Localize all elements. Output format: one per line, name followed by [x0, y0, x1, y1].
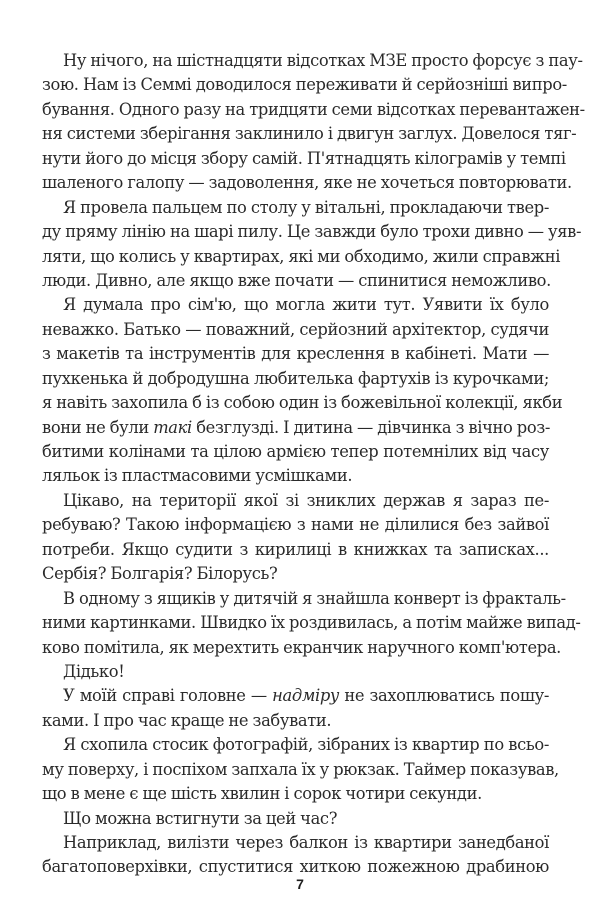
- text-line: Наприклад, вилізти через балкон із квартири занедбаної: [63, 833, 549, 852]
- text-line: Сербія? Болгарія? Білорусь?: [42, 564, 278, 584]
- text-line: Я думала про сім'ю, що могла жити тут. Уявити їх було: [63, 295, 549, 315]
- text-line-with-italic: [42, 416, 549, 440]
- text-line: бування. Одного разу на тридцяти семи відсотках перевантажен-: [42, 99, 585, 119]
- text-line: люди. Дивно, але якщо вже почати — спинитися неможливо.: [42, 270, 551, 290]
- text-line: му поверху, і поспіхом запхала їх у рюкзак. Таймер показував,: [42, 759, 559, 779]
- text-run: безглузді. І дитина — дівчинка з вічно роз-: [191, 417, 550, 437]
- text-line: пухкенька й добродушна любителька фартухів із курочками;: [42, 368, 549, 388]
- text-line: битими колінами та цілою армією тепер потемнілих від часу: [42, 442, 549, 461]
- text-line: шаленого галопу — задоволення, яке не хочеться повторювати.: [42, 173, 572, 193]
- text-line: зою. Нам із Семмі доводилося переживати й серйозніші випро-: [42, 75, 567, 95]
- text-line: Що можна встигнути за цей час?: [63, 808, 338, 828]
- text-line: ляти, що колись у квартирах, які ми обходимо, жили справжні: [42, 246, 561, 266]
- text-line: Ну нічого, на шістнадцяти відсотках МЗЕ просто форсує з пау-: [63, 51, 583, 70]
- text-line: Дідько!: [63, 661, 125, 681]
- text-line: я навіть захопила б із собою один із божевільної колекції, якби: [42, 393, 563, 413]
- italic-emphasis: надміру: [272, 686, 340, 706]
- body-text: [42, 49, 585, 880]
- text-line: Цікаво, на території якої зі зниклих держав я зараз пе-: [63, 490, 549, 510]
- text-line: ляльок із пластмасовими усмішками.: [42, 466, 353, 486]
- text-line: ково помітила, як мерехтить екранчик наручного комп'ютера.: [42, 637, 562, 657]
- text-line: В одному з ящиків у дитячій я знайшла конверт із фракталь-: [63, 588, 566, 608]
- italic-emphasis: такі: [153, 417, 192, 437]
- text-line: ребуваю? Такою інформацією з нами не ділилися без зайвої: [42, 515, 549, 535]
- text-run: У моїй справі головне —: [63, 686, 273, 706]
- text-line: ду пряму лінію на шарі пилу. Це завжди було трохи дивно — уяв-: [42, 222, 582, 242]
- text-line: що в мене є ще шість хвилин і сорок чотири секунди.: [42, 784, 482, 804]
- text-line: ня системи зберігання заклинило і двигун заглух. Довелося тяг-: [42, 124, 577, 144]
- text-line: багатоповерхівки, спуститися хиткою пожежною драбиною: [42, 857, 549, 877]
- text-line: неважко. Батько — поважний, серйозний архітектор, судячи: [42, 319, 549, 339]
- text-line: ками. І про час краще не забувати.: [42, 710, 332, 730]
- text-line: Я схопила стосик фотографій, зібраних із квартир по всьо-: [63, 735, 549, 755]
- text-run: вони не були: [42, 417, 154, 437]
- text-line: нути його до місця збору самій. П'ятнадцять кілограмів у темпі: [42, 148, 566, 168]
- text-line: Я провела пальцем по столу у вітальні, прокладаючи твер-: [63, 197, 549, 217]
- page-number: 7: [296, 876, 304, 892]
- text-line: з макетів та інструментів для креслення в кабінеті. Мати —: [42, 344, 549, 364]
- text-run: не захоплюватись пошу-: [339, 686, 549, 706]
- text-line-with-italic: [42, 684, 549, 708]
- text-line: потреби. Якщо судити з кирилиці в книжках та записках...: [42, 539, 549, 559]
- text-line: ними картинками. Швидко їх роздивилась, а потім майже випад-: [42, 613, 581, 633]
